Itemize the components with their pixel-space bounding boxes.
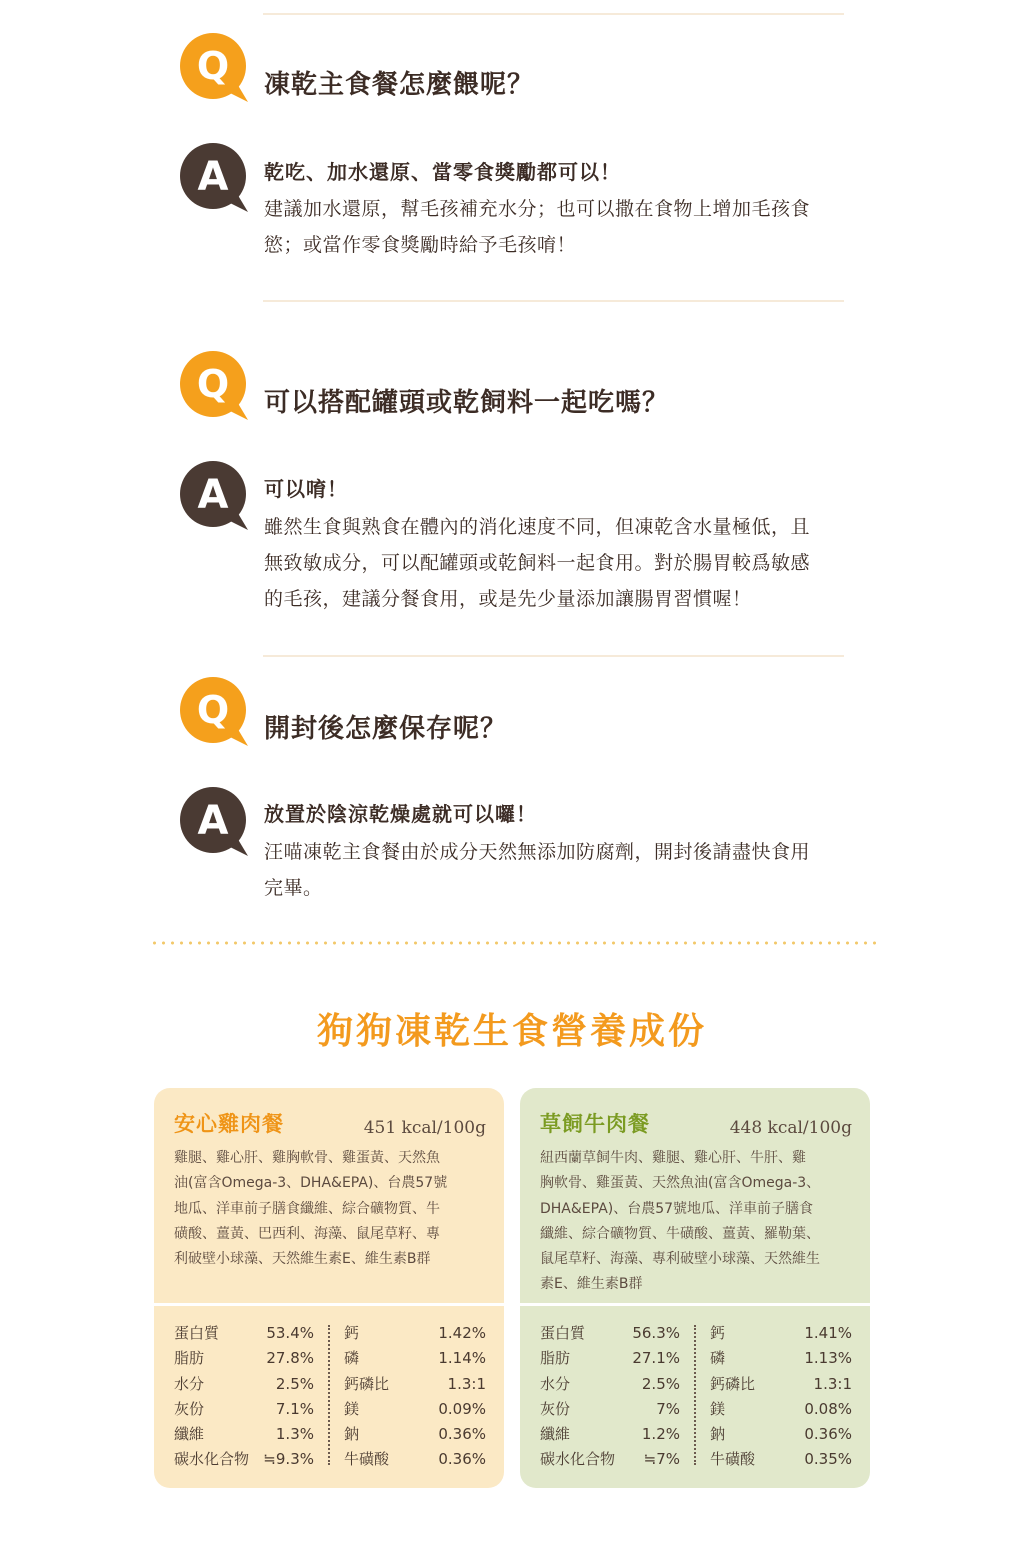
nutrient-name: 牛磺酸 xyxy=(710,1450,756,1469)
nutrition-row xyxy=(540,1372,680,1397)
ingredient-line: 磺酸、薑黃、巴西利、海藻、鼠尾草籽、專 xyxy=(174,1225,440,1242)
nutrient-value: 56.3% xyxy=(632,1324,680,1342)
nutrient-name: 鈉 xyxy=(344,1425,360,1444)
ingredient-line: 纖維、綜合礦物質、牛磺酸、薑黃、羅勒葉、 xyxy=(540,1225,820,1242)
nutrient-name: 磷 xyxy=(344,1349,360,1368)
nutrient-name: 蛋白質 xyxy=(540,1324,586,1342)
nutrition-row xyxy=(344,1346,486,1371)
nutrient-name: 纖維 xyxy=(174,1425,205,1444)
column-divider xyxy=(328,1325,330,1465)
product-name: 安心雞肉餐 xyxy=(174,1112,284,1136)
nutrient-name: 鎂 xyxy=(344,1399,360,1418)
divider xyxy=(263,300,844,302)
nutrient-value: 2.5% xyxy=(275,1374,314,1393)
ingredient-line: 油(富含Omega-3、DHA&EPA)、台農57號 xyxy=(174,1175,448,1192)
nutrition-column-left xyxy=(174,1321,314,1473)
nutrient-value: 0.09% xyxy=(438,1399,486,1418)
answer-line: 完畢。 xyxy=(264,877,323,899)
nutrient-value: ≒7% xyxy=(643,1450,680,1469)
faq-answer-heading: 乾吃、加水還原、當零食獎勵都可以！ xyxy=(264,160,621,184)
product-kcal: 448 kcal/100g xyxy=(729,1118,852,1138)
column-divider xyxy=(694,1325,696,1465)
nutrient-name: 灰份 xyxy=(174,1399,205,1418)
nutrition-row xyxy=(174,1321,314,1346)
nutrition-row xyxy=(174,1346,314,1371)
divider xyxy=(263,13,844,15)
nutrition-row xyxy=(344,1447,486,1472)
faq-question: 開封後怎麼保存呢？ xyxy=(264,714,508,744)
svg-text:A: A xyxy=(197,472,229,518)
nutrient-value: 1.14% xyxy=(438,1349,486,1368)
nutrient-name: 碳水化合物 xyxy=(540,1450,616,1469)
a-badge-icon xyxy=(180,460,250,534)
faq-answer-body xyxy=(264,834,846,906)
nutrition-row xyxy=(344,1321,486,1346)
product-card-beef xyxy=(520,1088,870,1488)
nutrient-value: 0.36% xyxy=(804,1425,852,1444)
a-badge-icon xyxy=(180,142,250,216)
nutrition-row xyxy=(174,1397,314,1422)
dotted-divider xyxy=(150,941,876,945)
answer-line: 慾；或當作零食獎勵時給予毛孩唷！ xyxy=(264,234,577,256)
nutrition-row xyxy=(540,1397,680,1422)
product-kcal: 451 kcal/100g xyxy=(363,1118,486,1138)
ingredient-line: 紐西蘭草飼牛肉、雞腿、雞心肝、牛肝、雞 xyxy=(540,1150,806,1166)
nutrient-name: 脂肪 xyxy=(174,1349,205,1368)
nutrition-row xyxy=(540,1346,680,1371)
a-badge-icon xyxy=(180,786,250,860)
svg-text:A: A xyxy=(197,154,229,200)
card-divider xyxy=(520,1303,870,1306)
nutrient-value: 0.36% xyxy=(438,1450,486,1469)
ingredients-text xyxy=(174,1146,486,1272)
nutrition-row xyxy=(710,1422,852,1447)
q-badge-icon xyxy=(180,350,250,424)
ingredient-line: 素E、維生素B群 xyxy=(540,1276,643,1293)
nutrition-row xyxy=(174,1422,314,1447)
nutrient-value: 7.1% xyxy=(275,1399,314,1418)
nutrient-value: 27.8% xyxy=(266,1349,314,1368)
q-badge-icon xyxy=(180,32,250,106)
nutrient-name: 水分 xyxy=(174,1374,205,1393)
nutrient-value: 0.08% xyxy=(804,1399,852,1418)
nutrient-value: 1.2% xyxy=(641,1425,680,1444)
nutrient-name: 鈣 xyxy=(710,1324,726,1342)
nutrition-row xyxy=(540,1447,680,1472)
ingredient-line: 胸軟骨、雞蛋黃、天然魚油(富含Omega-3、 xyxy=(540,1175,821,1192)
ingredient-line: 鼠尾草籽、海藻、專利破壁小球藻、天然維生 xyxy=(540,1251,820,1268)
nutrition-row xyxy=(344,1397,486,1422)
nutrient-name: 鈣 xyxy=(344,1324,360,1342)
svg-text:Q: Q xyxy=(196,44,230,88)
ingredient-line: DHA&EPA)、台農57號地瓜、洋車前子膳食 xyxy=(540,1200,814,1217)
nutrient-name: 灰份 xyxy=(540,1399,571,1418)
nutrient-value: 0.35% xyxy=(804,1450,852,1469)
nutrition-row xyxy=(344,1372,486,1397)
nutrition-row xyxy=(540,1422,680,1447)
nutrient-name: 脂肪 xyxy=(540,1349,571,1368)
ingredient-line: 地瓜、洋車前子膳食纖維、綜合礦物質、牛 xyxy=(174,1200,440,1217)
answer-line: 雖然生食與熟食在體內的消化速度不同，但凍乾含水量極低，且 xyxy=(264,516,811,538)
nutrition-row xyxy=(710,1321,852,1346)
ingredients-text xyxy=(540,1146,852,1298)
card-divider xyxy=(154,1303,504,1306)
svg-text:Q: Q xyxy=(196,362,230,406)
nutrient-name: 鈉 xyxy=(710,1425,726,1444)
nutrition-column-right xyxy=(710,1321,852,1473)
nutrition-table xyxy=(174,1321,486,1473)
nutrition-row xyxy=(540,1321,680,1346)
nutrition-column-left xyxy=(540,1321,680,1473)
svg-text:Q: Q xyxy=(196,688,230,732)
divider xyxy=(263,655,844,657)
nutrient-value: 2.5% xyxy=(641,1374,680,1393)
faq-question: 凍乾主食餐怎麼餵呢？ xyxy=(264,70,535,100)
nutrition-table xyxy=(540,1321,852,1473)
nutrient-value: 1.3:1 xyxy=(813,1374,852,1393)
nutrition-row xyxy=(710,1447,852,1472)
nutrient-name: 水分 xyxy=(540,1374,571,1393)
answer-line: 建議加水還原，幫毛孩補充水分；也可以撒在食物上增加毛孩食 xyxy=(264,198,811,220)
nutrient-name: 蛋白質 xyxy=(174,1324,220,1342)
nutrient-value: 53.4% xyxy=(266,1324,314,1342)
product-card-chicken xyxy=(154,1088,504,1488)
nutrition-row xyxy=(710,1397,852,1422)
nutrition-row xyxy=(344,1422,486,1447)
section-title: 狗狗凍乾生食營養成份 xyxy=(316,1011,707,1052)
nutrient-value: ≒9.3% xyxy=(263,1450,314,1469)
faq-answer-body xyxy=(264,191,846,263)
nutrient-value: 1.41% xyxy=(804,1324,852,1342)
nutrient-name: 鎂 xyxy=(710,1399,726,1418)
nutrient-name: 牛磺酸 xyxy=(344,1450,390,1469)
q-badge-icon xyxy=(180,676,250,750)
nutrient-value: 1.3:1 xyxy=(447,1374,486,1393)
answer-line: 無致敏成分，可以配罐頭或乾飼料一起食用。對於腸胃較爲敏感 xyxy=(264,552,811,574)
faq-answer-body xyxy=(264,509,846,617)
ingredient-line: 利破壁小球藻、天然維生素E、維生素B群 xyxy=(174,1251,431,1268)
nutrient-value: 1.42% xyxy=(438,1324,486,1342)
nutrient-value: 7% xyxy=(656,1399,680,1418)
nutrient-name: 纖維 xyxy=(540,1425,571,1444)
nutrient-value: 0.36% xyxy=(438,1425,486,1444)
answer-line: 的毛孩，建議分餐食用，或是先少量添加讓腸胃習慣喔！ xyxy=(264,588,752,610)
nutrient-name: 磷 xyxy=(710,1349,726,1368)
product-name: 草飼牛肉餐 xyxy=(540,1112,650,1136)
svg-text:A: A xyxy=(197,798,229,844)
nutrient-name: 碳水化合物 xyxy=(174,1450,250,1469)
nutrition-row xyxy=(174,1447,314,1472)
nutrient-value: 27.1% xyxy=(632,1349,680,1368)
nutrition-row xyxy=(710,1346,852,1371)
faq-answer-heading: 可以唷！ xyxy=(264,477,348,501)
faq-answer-heading: 放置於陰涼乾燥處就可以囉！ xyxy=(264,802,537,826)
nutrient-value: 1.13% xyxy=(804,1349,852,1368)
nutrition-column-right xyxy=(344,1321,486,1473)
ingredient-line: 雞腿、雞心肝、雞胸軟骨、雞蛋黃、天然魚 xyxy=(174,1150,440,1166)
nutrient-name: 鈣磷比 xyxy=(710,1374,756,1393)
nutrition-row xyxy=(710,1372,852,1397)
nutrition-row xyxy=(174,1372,314,1397)
answer-line: 汪喵凍乾主食餐由於成分天然無添加防腐劑，開封後請盡快食用 xyxy=(264,841,811,863)
nutrient-name: 鈣磷比 xyxy=(344,1374,390,1393)
faq-question: 可以搭配罐頭或乾飼料一起吃嗎？ xyxy=(264,388,670,418)
nutrient-value: 1.3% xyxy=(275,1425,314,1444)
